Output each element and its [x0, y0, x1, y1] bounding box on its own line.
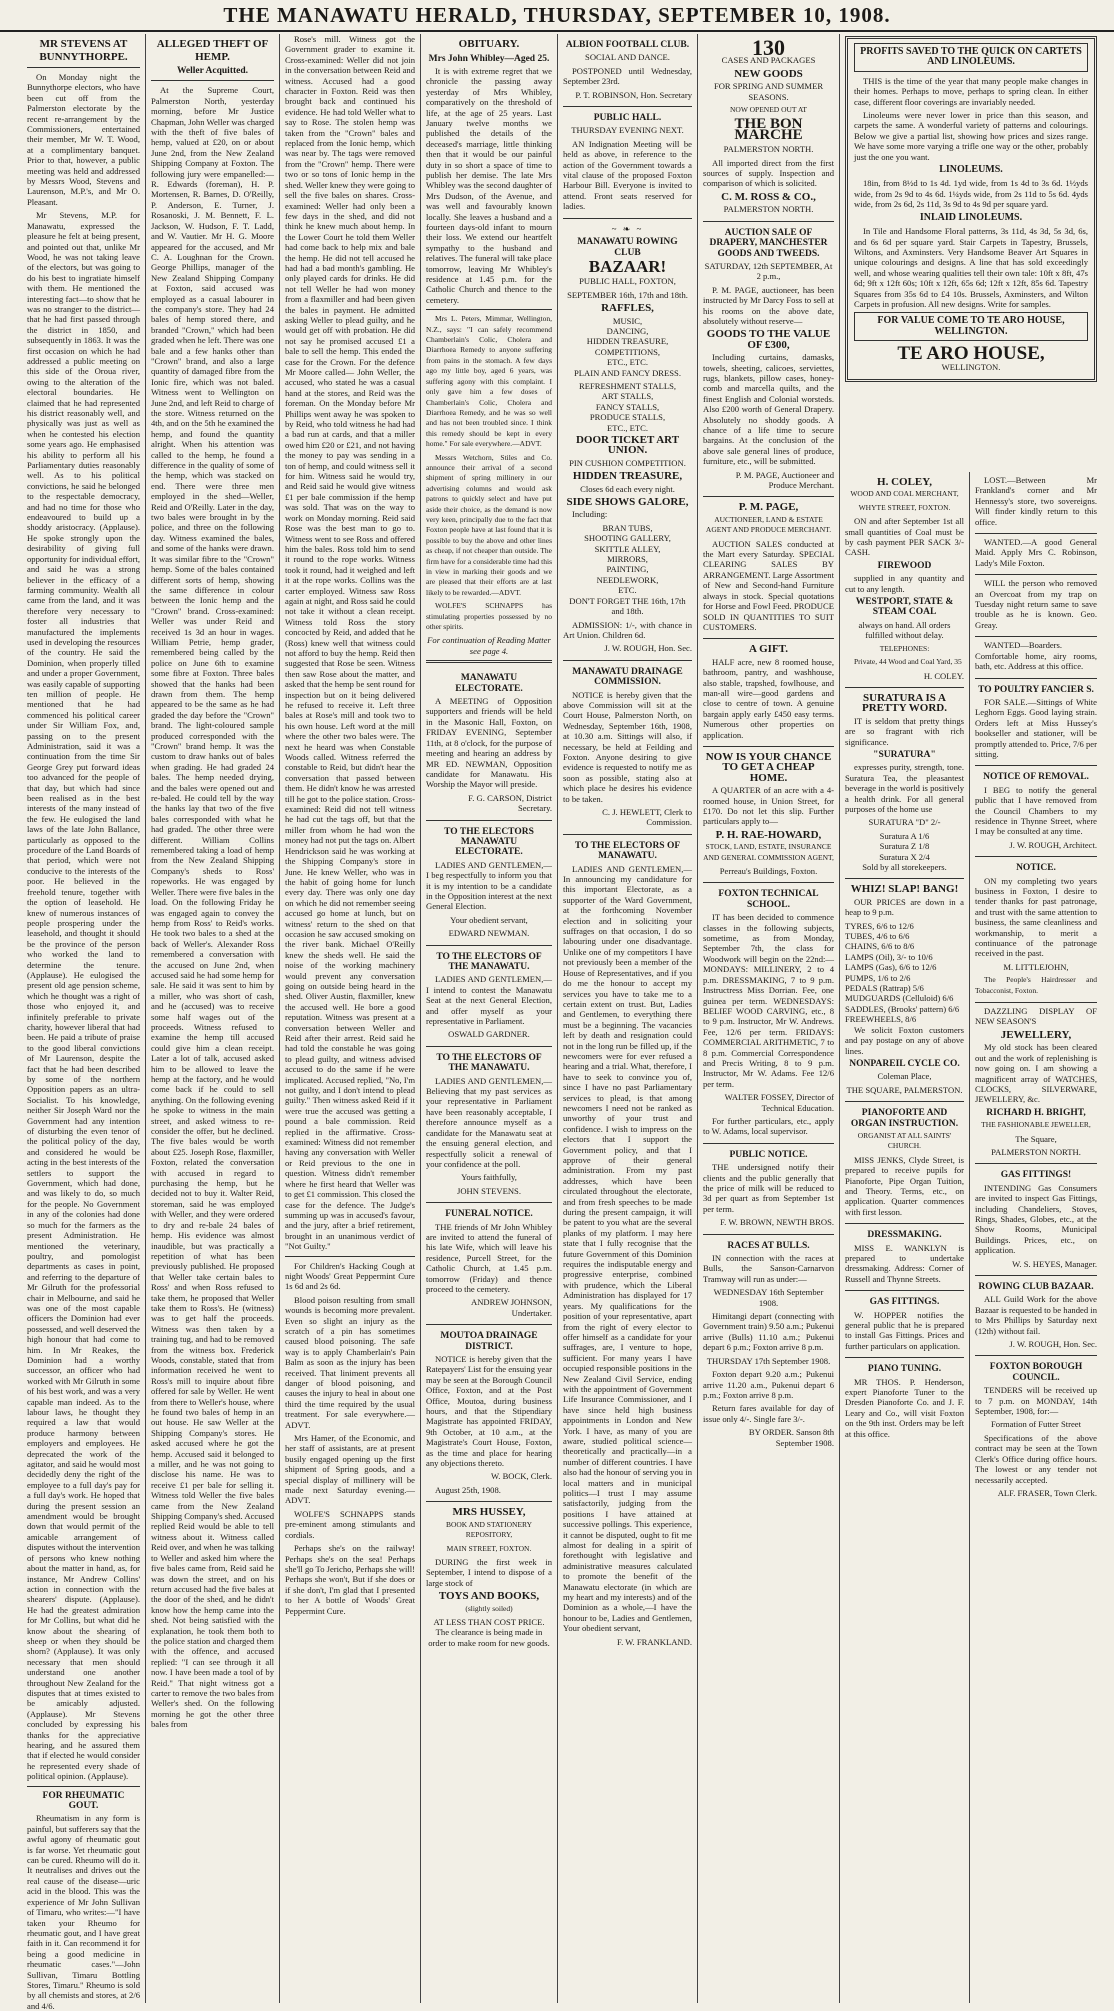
- article-heading-hemp: ALLEGED THEFT OF HEMP.: [156, 38, 269, 63]
- ad-date: August 25th, 1908.: [435, 1484, 501, 1495]
- ad-heading: PUBLIC NOTICE.: [729, 1149, 808, 1160]
- ad-body: always on hand. All orders fulfilled without delay.: [858, 619, 951, 641]
- ad-body: NOTICE is hereby given that the above Commission will sit at the Court House, Palmerston North, on Wednesday, September 16th, 1908, at 10.30 a.m. Sittings will also, if necessary, be held at Feilding and Foxton. Anyone desiring to give evidence is requested to notify me as soon as possible, stating also at which place he desires his evidence to be taken.: [563, 689, 692, 804]
- list-item: ETC., ETC.: [606, 422, 649, 433]
- column-5: [558, 34, 698, 2003]
- ad-address: WHYTE STREET, FOXTON.: [858, 502, 951, 512]
- ad-line: TELEPHONES:: [879, 643, 930, 653]
- ad-heading: NOTICE OF REMOVAL.: [983, 772, 1089, 783]
- ad-heading: RACES AT BULLS.: [727, 1240, 810, 1251]
- ad-notice-littlejohn: [975, 857, 1097, 1003]
- ad-signature: F. W. FRANKLAND.: [617, 1636, 692, 1647]
- ad-wanted-boarders: [975, 637, 1097, 678]
- ad-heading: SURATURA IS A PRETTY WORD.: [862, 691, 947, 715]
- ad-heading: A GIFT.: [749, 643, 788, 656]
- list-item: HIDDEN TREASURE,: [586, 336, 669, 347]
- ad-line: Including:: [572, 509, 608, 520]
- ad-text: Blood poison resulting from small wounds is becoming more prevalent. Even so slight an injury as the scratch of a pin has sometimes caused blood poisoning. The safe way is to apply Chamberlain's Pain Balm as soon as the injury has been received. That liniment prevents all danger of blood poisoning, and causes the injury to heal in about one third the time required by the usual treatment. For sale everywhere.—ADVT.: [285, 1294, 415, 1430]
- list-item: MUSIC,: [612, 315, 643, 326]
- ad-body: Specifications of the above contract may be seen at the Town Clerk's Office during office hours. The lowest or any tender not necessarily accepted.: [975, 1432, 1097, 1485]
- ad-heading: SIDE SHOWS GALORE,: [566, 496, 689, 509]
- ad-body: OUR PRICES are down in a heap to 9 p.m.: [845, 896, 964, 918]
- ad-heading: GAS FITTINGS.: [869, 1297, 940, 1308]
- ad-body: P. M. PAGE, auctioneer, has been instructed by Mr Darcy Foss to sell at his rooms on the above date, absolutely without reserve—: [703, 284, 834, 326]
- ad-signature: Your obedient servant,: [450, 914, 528, 925]
- list-item: PRODUCE STALLS,: [589, 412, 666, 423]
- ad-headline: "SURATURA": [873, 749, 936, 760]
- ad-heading: GAS FITTINGS!: [1000, 1170, 1072, 1181]
- ad-heading: MANAWATU DRAINAGE COMMISSION.: [572, 666, 683, 688]
- ad-signature: F. W. BROWN, NEWTH BROS.: [720, 1217, 834, 1228]
- ad-signature: W. BOCK, Clerk.: [490, 1471, 552, 1482]
- ad-signature: C. J. HEWLETT, Clerk to Commission.: [602, 807, 692, 828]
- ad-heading: PIANO TUNING.: [867, 1364, 942, 1375]
- ad-body: TENDERS will be received up to 7 p.m. on MONDAY, 14th September, 1908, for:—: [975, 1385, 1097, 1417]
- ad-cheap-home: [703, 747, 834, 883]
- list-item: SKITTLE ALLEY,: [594, 543, 661, 554]
- ad-body: Foxton depart 9.20 a.m.; Pukenui arrive 11.20 a.m., Pukenui depart 6 p.m.; Foxton arrive 8 p.m.: [703, 1369, 834, 1400]
- ad-body: IN connection with the races at Bulls, the Sanson-Carnarvon Tramway will run as under:—: [703, 1253, 834, 1284]
- ad-body: LADIES AND GENTLEMEN,—In announcing my candidature for this important Electorate, as a supporter of the Ward Government, at the forthcoming November election and in soliciting your suffrages on that occasion, I do so labouring under one disadvantage. Unlike one of my competitors I have not previously been a member of the House of Representatives, and if you do me the honour to accept my services you have to take me to a certain extent on trust. But, Ladies and Gentlemen, to everything there must be a beginning. The vacancies left by death and resignation could not in the long run be filled up, if the newcomers were for ever refused a hearing and a trial. What, therefore, I have to seek to convince you of, since I have no past Parliamentary services to plead, is that among newcomers I need not be ranked as unworthy of your trust and confidence. I wish to impress on the electors that I support the Government policy, and that I approve of their general administration. From my past addresses, which have been circulated throughout the electorate, and from fresh speeches to be made during the present campaign, it will be patent to you what are the several planks of my platform. I may here state that I fully recognise that the future Government of this Dominion requires the indisputable energy and progressive enterprise, combined with prudence, which the Liberal Administration has displayed for 17 years. My qualifications for the position of your representative, apart from the right of every elector to offer himself as a candidate for your suffrages, are, I venture to hope, sufficient. For many years I have occupied responsible positions in the New Zealand Civil Service, ending with the appointment of Government Life Insurance Commissioner, and I have since held high business appointments in London and New York. I have, as many of you are aware, studied political science—theoretically and practically—in a number of different countries. I have also had the honour of serving you in local matters and in municipal politics—I trust I may assume satisfactorily, judging from the positions I have attained at successive pollings. This experience, it cannot be disputed, ought to fit me almost for dealing in a spirit of forethought with legislative and administrative measures calculated to promote the benefit of the Manawatu electorate (in which are my heart and my interests) and of the Dominion as a whole,—I have the honour to be, Ladies and Gentlemen, Your obedient servant,: [563, 863, 692, 1634]
- ornament-icon: ~ ❧ ~: [611, 223, 644, 234]
- ad-heading: JEWELLERY,: [1000, 1028, 1072, 1041]
- ad-text: WOLFE'S SCHNAPPS has stimulating properties possessed by no other spirits.: [426, 601, 552, 632]
- ad-line: Private, 44 Wood and Coal Yard, 35: [854, 657, 962, 667]
- ad-gas-hopper: [845, 1291, 964, 1358]
- ad-line: FOR SPRING AND SUMMER SEASONS.: [713, 81, 824, 102]
- obituary-subheading: Mrs John Whibley—Aged 25.: [428, 53, 550, 64]
- ad-heading: C. M. ROSS & CO.,: [721, 190, 816, 203]
- list-item: LAMPS (Oil), 3/- to 10/6: [845, 951, 933, 962]
- ad-hussey: [426, 1502, 552, 1654]
- ad-line: SURATURA "D" 2/-: [868, 817, 941, 828]
- ad-body: All imported direct from the first sources of supply. Inspection and comparison of which is solicited.: [703, 157, 834, 189]
- ad-heading: P. M. PAGE,: [738, 501, 799, 514]
- ad-body: FOR SALE.—Sittings of White Leghorn Eggs. Good laying strain. Orders left at Miss Hussey's bookseller and stationer, will be promptly attended to. Price, 7/6 per sitting.: [975, 696, 1097, 759]
- ad-heading: WHIZ! SLAP! BANG!: [850, 883, 959, 896]
- ad-subheading: ORGANIST AT ALL SAINTS' CHURCH.: [857, 1130, 952, 1151]
- ad-page: [703, 497, 834, 639]
- ad-newman: [426, 821, 552, 946]
- ad-text: For Children's Hacking Cough at night Woods' Great Peppermint Cure 1s 6d and 2s 6d.: [285, 1260, 415, 1292]
- ad-signature: H. COLEY.: [923, 670, 964, 681]
- ad-heading: TO THE ELECTORS OF THE MANAWATU.: [436, 951, 542, 972]
- ad-line: NOW OPENED OUT AT: [729, 105, 807, 115]
- ad-headline: TE ARO HOUSE,: [897, 343, 1045, 365]
- obituary-text: It is with extreme regret that we chronicle the passing away yesterday of Mrs Whibley, comparatively on the threshold of life, at the age of 25 years. Last January twelve months we published the details of the deceased's marriage, little thinking then that it would be our painful duty in so short a space of time to publish her demise. The late Mrs Whibley was the second daughter of Mrs Dudson, of the Avenue, and was well and favourably known locally. She leaves a husband and a fourteen days-old infant to mourn their loss. We extend our heartfelt sympathy to the husband and relatives. The funeral will take place tomorrow, leaving Mr Whibley's residence at 1.45 p.m. for the Catholic Church and thence to the cemetery.: [426, 65, 552, 305]
- ad-body: LADIES AND GENTLEMEN,—I intend to contest the Manawatu Seat at the next General Election, and offer myself as your representative in Parliament.: [426, 974, 552, 1027]
- list-item: PAINTING,: [606, 564, 649, 575]
- ad-signature: P. T. ROBINSON, Hon. Secretary: [575, 89, 692, 100]
- ad-gardner: [426, 946, 552, 1047]
- list-item: TUBES, 4/6 to 6/6: [845, 931, 910, 942]
- ad-heading: MRS HUSSEY,: [452, 1506, 526, 1519]
- ad-heading: NEW GOODS: [734, 67, 803, 80]
- list-item: CHAINS, 6/6 to 8/6: [845, 941, 915, 952]
- list-item: ETC., ETC.: [606, 357, 649, 368]
- article-heading-stevens: MR STEVENS AT BUNNYTHORPE.: [39, 38, 128, 63]
- article-subheading-hemp: Weller Acquitted.: [176, 66, 249, 76]
- ad-address: Coleman Place,: [877, 1071, 932, 1082]
- ad-funeral: [426, 1203, 552, 1325]
- ad-body: Himitangi depart (connecting with Government train) 9.50 a.m.; Pukenui arrive (Bulls) 11.10 a.m.; Pukenui depart 6 p.m.; Foxton arrive 8 p.m.: [703, 1311, 834, 1353]
- ad-signature: ANDREW JOHNSON, Undertaker.: [470, 1297, 552, 1318]
- ad-overcoat: [975, 575, 1097, 637]
- ad-body: I BEG to notify the general public that I have removed from the Council Chambers to my residence in Thynne Street, where I may be consulted at any time.: [975, 784, 1097, 837]
- ad-albion: [563, 34, 692, 107]
- ad-body: Return fares available for day of issue only 4/-. Single fare 3/-.: [703, 1403, 834, 1424]
- ad-races: [703, 1235, 834, 1454]
- ad-signature: WALTER FOSSEY, Director of Technical Education.: [724, 1092, 834, 1113]
- ad-line: WELLINGTON.: [941, 361, 1001, 372]
- ad-signature: EDWARD NEWMAN.: [448, 928, 530, 939]
- ad-signature: W. S. HEYES, Manager.: [1012, 1258, 1097, 1269]
- ad-dressmaking: [845, 1224, 964, 1291]
- ad-signature: J. W. ROUGH, Architect.: [1009, 839, 1097, 850]
- ad-body: In Tile and Handsome Floral patterns, 3s 11d, 4s 3d, 5s 3d, 6s, and 6s 6d per square yard. Stair Carpets in Tapestry, Brussels, Wiltons, and Axminsters. Very Handsome Beaver Art Squares in unique colourings and designs. A line that has sold exceedingly well, and whose wearing qualities tell their own tale: 10ft x 8ft, 47s 6d; 9ft x 12ft 60s; 10ft x 12ft, 65s 6d; 12ft x 12ft, 85s 6d. Tapestry Squares from 35s 6d to £4 10s. Brussels, Axminsters, and Wilton Carpets in profusion. All new designs. Write for samples.: [854, 226, 1088, 309]
- ad-body: AUCTION SALES conducted at the Mart every Saturday. SPECIAL CLEARING SALES BY ARRANGEMENT. Large Assortment of New and Second-hand Furniture always in stock. Special quotations for Horse and Fowl Feed. PRODUCE SOLD IN QUANTITIES TO SUIT CUSTOMERS.: [703, 538, 834, 632]
- ad-body: Linoleums were never lower in price than this season, and carpets the same. A wonderful variety of patterns and colourings. Below we give a partial list, showing how prices and sizes range. We have some more varying a trifle one way or the other, probably just the one you want.: [854, 110, 1088, 162]
- ad-body: MISS E. WANKLYN is prepared to undertake dressmaking. Address: Corner of Russell and Thynne Streets.: [845, 1242, 964, 1284]
- column-6: [698, 34, 840, 2003]
- ad-note: (slightly soiled): [465, 1603, 513, 1613]
- ad-stevens: [426, 1047, 552, 1203]
- ad-signature: ALF. FRASER, Town Clerk.: [997, 1487, 1097, 1498]
- ad-body: ON my completing two years business in Foxton, I desire to tender thanks for past patronage, and trust with the same attention to business, the same cleanliness and workmanship, to merit a continuance of the patronage received in the past.: [975, 875, 1097, 959]
- ad-line: Sold by all storekeepers.: [862, 862, 947, 872]
- ad-wanted-maid: [975, 534, 1097, 575]
- ad-heading: DOOR TICKET ART UNION.: [575, 434, 680, 457]
- ad-heading: FOR VALUE COME TO TE ARO HOUSE, WELLINGTON.: [854, 312, 1088, 341]
- ad-heading: FOXTON BOROUGH COUNCIL.: [989, 1362, 1083, 1383]
- ad-signature: OSWALD GARDNER.: [448, 1029, 530, 1040]
- ad-text: Perhaps she's on the railway! Perhaps she's on the sea! Perhaps she'll go To Jericho, Perhaps she will! Perhaps she won't, But if she does or if she don't, I'm glad that I presented to her A bottle of Woods' Great Peppermint Cure.: [285, 1543, 415, 1616]
- ad-heading: FUNERAL NOTICE.: [445, 1209, 533, 1220]
- ad-heading: DRESSMAKING.: [867, 1230, 942, 1241]
- ad-drainage: [563, 661, 692, 835]
- ad-signature: Yours faithfully,: [461, 1172, 517, 1183]
- ad-line: PIN CUSHION COMPETITION.: [569, 457, 686, 468]
- ad-heading: NOW IS YOUR CHANCE TO GET A CHEAP HOME.: [705, 750, 832, 784]
- ad-body: MR THOS. P. Henderson, expert Pianoforte Tuner to the Dresden Pianoforte Co. and J. F. Leary and Co., will visit Foxton on the 9th inst. Orders may be left at this office.: [845, 1376, 964, 1439]
- ad-date: THURSDAY 17th September 1908.: [706, 1355, 831, 1366]
- ad-number: 130: [752, 35, 785, 60]
- ad-address: THE SQUARE, PALMERSTON.: [846, 1084, 963, 1095]
- column-1: [22, 34, 146, 2011]
- ad-gas-fittings: [975, 1164, 1097, 1276]
- ad-headline: BAZAAR!: [588, 256, 667, 276]
- ad-date: SATURDAY, 12th SEPTEMBER, At 2 p.m.,: [704, 260, 833, 282]
- ad-suratura: [845, 688, 964, 880]
- ad-heading: MOUTOA DRAINAGE DISTRICT.: [440, 1331, 538, 1352]
- ad-removal: [975, 766, 1097, 857]
- column-2: [146, 34, 280, 2003]
- ad-subheading: STOCK, LAND, ESTATE, INSURANCE AND GENERAL COMMISSION AGENT,: [703, 842, 834, 862]
- ad-body: THE undersigned notify their clients and the public generally that the price of milk will be reduced to 3d per quart as from September 1st per term.: [703, 1162, 834, 1214]
- column-8: [970, 472, 1102, 2003]
- ad-body: AN Indignation Meeting will be held as above, in reference to the action of the Government towards a vital clause of the proposed Foxton Harbour Bill. Everyone is invited to attend. Front seats reserved for ladies.: [563, 138, 692, 212]
- ad-body: IT has been decided to commence classes in the following subjects, sometime, as from Monday, September 7th, the class for Woodwork will begin on the 22nd:— MONDAYS: MILLINERY, 2 to 4 p.m. DRESSMAKING, 7 to 9 p.m. Instructress Miss Dorrian. Fee, one guinea per term. WEDNESDAYS: BELIEF WOOD CARVING, etc., 8 to 9 p.m. Instructor, Mr W. Andrews. Fee, 12/6 per term. FRIDAYS: COMMERCIAL ARITHMETIC, 7 to 8 p.m. Commercial Correspondence and Precis Writing, 8 to 9 p.m. Instructor, Mr W. Adams. Fee 12/6 per term.: [703, 912, 834, 1089]
- ad-heading: PUBLIC HALL.: [593, 113, 662, 124]
- ad-body: We solicit Foxton customers and pay postage on any of above lines.: [845, 1024, 964, 1056]
- ad-poultry: [975, 679, 1097, 767]
- ad-date: WEDNESDAY 16th September 1908.: [713, 1287, 824, 1308]
- ad-subheading: THURSDAY EVENING NEXT.: [571, 125, 684, 136]
- ad-signature: J. W. ROUGH, Hon. Sec.: [1009, 1339, 1097, 1350]
- ad-heading: MANAWATU ELECTORATE.: [455, 673, 523, 694]
- ad-heading: PIANOFORTE AND ORGAN INSTRUCTION.: [850, 1108, 959, 1129]
- ad-heading: FIREWOOD: [877, 560, 932, 571]
- ad-technical-school: [703, 883, 834, 1143]
- ad-subheading: AUCTIONEER, LAND & ESTATE AGENT AND PRODUCE MERCHANT.: [705, 514, 832, 535]
- ad-headline: THE BON MARCHE: [734, 116, 803, 143]
- ad-subheading: DAZZLING DISPLAY OF NEW SEASON'S: [975, 1006, 1097, 1027]
- ad-subheading: THE FASHIONABLE JEWELLER,: [981, 1120, 1091, 1130]
- ad-body: LADIES AND GENTLEMEN,—I beg respectfully to inform you that it is my intention to be a candidate in the Opposition interest at the next General Election.: [426, 859, 552, 912]
- ad-heading: GOODS TO THE VALUE OF £300,: [706, 328, 831, 351]
- ad-heading: TO POULTRY FANCIER S.: [978, 684, 1094, 695]
- list-item: MUDGUARDS (Celluloid) 6/6: [845, 993, 954, 1004]
- ad-body: HALF acre, new 8 roomed house, bathroom, pantry, and washhouse, also stable, trapshed, fowlhouse, and man-all wire—good gardens and close to centre of town. A genuine bargain apply early £450 easy terms. Numerous other properties on application.: [703, 656, 834, 740]
- ad-body: A QUARTER of an acre with a 4-roomed house, in Union Street, for £170. Do not let this slip. Further particulars apply to—: [703, 785, 834, 827]
- article-paragraph: At the Supreme Court, Palmerston North, yesterday morning, before Mr Justice Chapman, John Weller was charged with the theft of five bales of hemp, valued at £20, on or about June 2nd, from the New Zealand Shipping Company at Foxton. The following jury were empanelled:—R. Edwards (foreman), H. P. Mortensen, R. Barnes, D. O'Reilly, P. Anderson, E. Turner, J. Rosanoski, J. M. Bennett, F. L. Jackson, W. Hudson, F. T. Ladd, and W. Vautier. Mr H. G. Moore appeared for the accused, and Mr C. A. Loughnan for the Crown. George Phillips, manager of the New Zealand Shipping Company at Foxton, said accused was employed as a casual labourer in the company's store. They had 24 bales of hemp stored there, and branded "Crown," which had been graded when he left. There was one bale and a few hanks other than "Crown" brand, and also a large quantity of damaged fibre from the Ionic fire, which was not baled. Witness went to Wellington on June 2nd, and left Reid to charge of the store. Witness returned on the 4th, and on the 5th he examined the hemp, and found the quantity alright. When his attention was called to the hemp, he found a difference in the quality of some of the hemp, which was stacked on end. There were three men employed in the shed—Weller, Reid and O'Reilly. Later in the day, two bales were brought in by the police, and three on the following day. Witness examined the bales, and some of the hanks were drawn. It was similar fibre to the "Crown" hemp. Some of the bales contained different sorts of hemp, showing the same difference in colour between the Ionic hemp and the "Crown" brand. Cross-examined: Weller was under Reid and received 1s 3d an hour in wages. William Petrie, hemp grader, remembered being called by the police on June 6th to examine some fibre at Foxton. Three bales showed that the hanks had been drawn from them. The hemp appeared to be the same as he had graded the day before the "Crown" brand. The light-coloured sample produced corresponded with the "Crown" brand hemp. It was the custom to draw hanks out of bales when grading. He had graded 24 bales. The hemp needed drying, and the bales were opened out and re-baled. He could tell by the way the hanks lay that two of the five bales corresponded with what he had graded. The other three were different. William Collins remembered taking a load of hemp from the New Zealand Shipping Company's sheds to Ross' ropeworks. He was engaged by Weller. There were five bales in the load. On the following Friday he was engaged again to convey the hemp from Ross' to Reid's works. He took two bales to a shed at the back of Weller's. Alexander Ross remembered a conversation with the accused on June 2nd, when accused said he had some hemp for sale. He said it was sent to him by a miller, who was short of cash, and he (accused) was to receive some half wages out of the proceeds. Witness refused to examine the hemp till accused could give him a clean receipt. Later a lot of talk, accused asked him to be allowed to leave the hemp at the factory, and he would come back if he could to sell anything. On the following evening he spoke to witness in the main street, and asked witness to re-consider the offer, but he declined. The five bales would be worth about £25. Joseph Rose, flaxmiller, Foxton, related the conversation with accused in regard to purchasing the hemp, but he decided not to buy it. Walter Reid, storeman, said he was employed with Weller, and they were ordered to dry and re-bale 24 bales of hemp. His evidence was almost inaudible, but was practically a repetition of what has been previously published. He proposed that Weller take certain bales to Ross' and when Ross refused to take them, he proposed that Weller take them to Ross's. He (witness) was to get half the proceeds. Witness was then taken by a training tug, and had to be removed from the witness box. Frederick Woods, constable, stated that from information received he went to Ross's mill to inquire about fibre offered for sale by Weller. He went from there to Weller's house, where he found two bales of hemp in an out house. He saw Weller at the Shipping Company's stores. He asked accused where he got the hemp. Accused said it belonged to a miller, and he was not going to disclose his name. He was to receive £1 per bale for selling it. Witness told Weller the five bales came from the New Zealand Shipping Company's shed. Accused replied Reid would be able to tell witness about it. Witness called Reid over, and when he was talking to Weller and asked him where the five bales came from, Reid said he was down the street, and on his return accused had the five bales at the door of the shed, and he didn't know how the hemp came into the shed. Not being satisfied with the explanation, he took them both to the police station and charged them with the offence, and accused replied: "I can see through it all now. I have been made a tool of by Reid." That night witness got a carter to remove the two bales from Weller's shed. On the following morning he got the other three bales from: [151, 85, 274, 1730]
- ad-coley: [845, 472, 964, 688]
- ad-heading-rheumatic: FOR RHEUMATIC GOUT.: [42, 1790, 125, 1812]
- ad-gift: [703, 639, 834, 747]
- ad-public-notice: [703, 1144, 834, 1235]
- list-item: REFRESHMENT STALLS,: [578, 380, 677, 391]
- ad-body: WANTED—Boarders. Comfortable home, airy rooms, bath, etc. Address at this office.: [975, 640, 1097, 672]
- ad-heading: TO THE ELECTORS MANAWATU ELECTORATE.: [444, 826, 534, 858]
- ad-dates: SEPTEMBER 16th, 17th and 18th.: [567, 289, 688, 300]
- ad-jewellery: [975, 1003, 1097, 1164]
- list-item: PEDALS (Rattrap) 5/6: [845, 983, 924, 994]
- ad-heading: ALBION FOOTBALL CLUB.: [565, 40, 690, 50]
- ad-text-rheumatic: Rheumatism in any form is painful, but sufferers say that the awful agony of rheumatic gout is far worse. Yet rheumatic gout can be cured. Rheumo will do it. It neutralises and drives out the real cause of the disease—uric acid in the blood. This was the experience of Mr John Sullivan of Timaru, who writes:—"I have taken your Rheumo for rheumatic gout, and I have great faith in it. Can recommend it for being a good medicine in rheumatic cases."—John Sullivan, Timaru Bottling Stores, Timaru." Rheumo is sold by all chemists and stores, at 2/6 and 4/6.: [27, 1813, 140, 2011]
- ad-address: The Square,: [1015, 1133, 1057, 1144]
- list-item: DANCING,: [606, 325, 649, 336]
- ad-electorate-meeting: [426, 667, 552, 820]
- ad-heading: H. COLEY,: [877, 476, 932, 488]
- ad-public-hall: [563, 107, 692, 219]
- ad-line: PALMERSTON NORTH.: [723, 144, 814, 155]
- ad-subheading: PUBLIC HALL, FOXTON,: [579, 276, 676, 287]
- ad-heading: RICHARD H. BRIGHT,: [986, 1107, 1086, 1118]
- list-item: BRAN TUBS,: [602, 522, 653, 533]
- ad-heading: TO THE ELECTORS OF THE MANAWATU.: [436, 1052, 542, 1074]
- ad-heading: NONPAREIL CYCLE CO.: [849, 1058, 960, 1069]
- ad-line: ADMISSION: 1/-, with chance in Art Union. Children 6d.: [563, 619, 692, 640]
- ad-body: THE friends of Mr John Whibley are invited to attend the funeral of his late Wife, which will leave his residence, Purcell Street, for the Catholic Church, at 1.45 p.m. tomorrow (Friday) and thence proceed to the cemetery.: [426, 1221, 552, 1294]
- newspaper-title: THE MANAWATU HERALD, THURSDAY, SEPTEMBER 10, 1908.: [223, 2, 891, 27]
- ad-note: For further particulars, etc., apply to W. Adams, local supervisor.: [703, 1115, 834, 1137]
- ad-lost: [975, 472, 1097, 534]
- ad-subheading: INLAID LINOLEUMS.: [919, 211, 1023, 223]
- list-item: SADDLES, (Brooks' pattern) 6/6: [845, 1003, 960, 1014]
- list-item: MIRRORS,: [607, 554, 648, 565]
- ad-body: INTENDING Gas Consumers are invited to inspect Gas Fittings, including Chandeliers, Stoves, Rings, Shades, Globes, etc., at the Show Rooms, Municipal Buildings. Prices, etc., on application.: [975, 1182, 1097, 1256]
- list-item: SHOOTING GALLERY,: [584, 533, 671, 544]
- ad-body: IT is seldom that pretty things are so fragrant with rich significance.: [845, 715, 964, 747]
- ad-line: Closes 6d each every night.: [580, 483, 675, 494]
- ad-heading: NOTICE.: [1016, 863, 1056, 874]
- ad-heading: MANAWATU ROWING CLUB: [577, 237, 678, 258]
- ad-bon-marche: [703, 34, 834, 222]
- ad-moutoa: [426, 1325, 552, 1502]
- ad-heading: TOYS AND BOOKS,: [438, 1590, 540, 1603]
- ad-body: POSTPONED until Wednesday, September 23rd.: [563, 65, 692, 87]
- ad-piano: [845, 1102, 964, 1224]
- ad-heading: PROFITS SAVED TO THE QUICK ON CARTETS AND LINOLEUMS.: [854, 43, 1088, 72]
- ad-body: WILL the person who removed an Overcoat from my trap on Tuesday night return same to save trouble as he is known. Geo. Greay.: [975, 578, 1097, 630]
- ad-body: LADIES AND GENTLEMEN,— Believing that my past services as your representative in Parliament have been reasonably acceptable, I therefore announce myself as a candidate for the Manawatu seat at the ensuing general election, and respectfully solicit a renewal of your confidence at the poll.: [426, 1075, 552, 1169]
- ad-frankland: [563, 835, 692, 1653]
- ad-heading: FOXTON TECHNICAL SCHOOL.: [718, 889, 819, 910]
- list-item: FREEWHEELS, 8/6: [845, 1014, 917, 1025]
- obituary-heading: OBITUARY.: [458, 38, 520, 50]
- ad-cycle: [845, 879, 964, 1102]
- ad-address: MAIN STREET, FOXTON.: [446, 1543, 532, 1553]
- ad-address: PALMERSTON NORTH.: [723, 204, 814, 215]
- ad-subheading: WOOD AND COAL MERCHANT,: [850, 489, 959, 499]
- ad-body: A MEETING of Opposition supporters and friends will be held in the Masonic Hall, Foxton, on FRIDAY EVENING, September 11th, at 8 o'clock, for the purpose of meeting and hearing an address by MR ED. NEWMAN, Opposition candidate for Manawatu. His Worship the Mayor will preside.: [426, 696, 552, 790]
- ad-signature: J. W. ROUGH, Hon. Sec.: [604, 643, 692, 654]
- ad-signature: P. M. PAGE, Auctioneer and Produce Merchant.: [735, 469, 834, 491]
- column-3: [280, 34, 421, 2003]
- ad-rowing-guild: [975, 1276, 1097, 1356]
- ad-body: 18in, from 8½d to 1s 4d. 1yd wide, from 1s 4d to 3s 6d. 1½yds wide, from 2s 9d to 4s 6d. 1¼yds wide, from 2s 11d to 5s 6d. 4yds wide, from 2s 6d, 2s 11d, 3s 9d to 4s 9d per square yard.: [854, 178, 1088, 210]
- ad-body: LOST.—Between Mr Frankland's corner and Mr Hennessy's store, two sovereigns. Will finder kindly return to this office.: [975, 475, 1097, 527]
- ad-heading: WESTPORT, STATE & STEAM COAL: [855, 597, 954, 618]
- ad-body: AT LESS THAN COST PRICE. The clearance is being made in order to make room for new goods.: [428, 1616, 550, 1648]
- ad-body: ON and after September 1st all small quantities of Coal must be by cash payment PER SACK 3/- CASH.: [845, 516, 964, 558]
- list-item: Suratura Z 1/8: [879, 841, 930, 852]
- ad-body: supplied in any quantity and cut to any length.: [845, 573, 964, 594]
- ad-text: Mrs L. Peters, Mimmar, Wellington, N.Z., says: "I can safely recommend Chamberlain's Colic, Cholera and Diarrhoea Remedy to anyone suffering from pains in the stomach. A few days ago my little boy, aged 6 years, was suffering agony with this complaint. I only gave him a few doses of Chamberlain's Colic, Cholera and Diarrhoea Remedy, and he was so well and has not been troubled since. I think this remedy should be kept in every home." For sale everywhere.—ADVT.: [426, 314, 552, 449]
- ad-text: WOLFE'S SCHNAPPS stands pre-eminent among stimulants and cordials.: [285, 1508, 415, 1540]
- list-item: ETC.: [618, 585, 637, 596]
- ad-signature: M. LITTLEJOHN,: [1003, 961, 1069, 972]
- article-paragraph: Mr Stevens, M.P. for Manawatu, expressed the pleasure he felt at being present, and pointed out that, unlike Mr Wood, he was not taking leave of the electors, but was going to do his best to ingratiate himself with them. He mentioned the interesting fact—to show that he was no stranger to the district—that he had first passed through the district in 1850, and subsequently in 1863. It was the first occasion on which he had addressed a public meeting on this side of the Oroua river, owing to the alteration of the electoral boundaries. He claimed that he had represented his district reasonably well, and physically was just as well as when he contested his election some years ago. He emphasised his ability to perform all his Parliamentary duties reasonably well. As to his political convictions, he said he belonged to the respectable democracy, and had no time for those who endeavoured to build up a shoddy aristocracy. (Applause). He spoke strongly upon the desirability of giving full opportunity for individual effort, and said he was a strong believer in the efficacy of a farming community. Wealth all came from the land, and it was therefore very necessary to foster all industries that manufactured the implements used in developing the resources of the country. He said the Dominion, when properly tilled and under a proper Government, was easily capable of supporting ten million of people. He mentioned that he had commenced his political career under Sir William Fox, and, passing on to the present Administration, said it was a continuation from the time Sir George Grey put forward ideas too advanced for the people of that day, but which had since been realised as in the best interests of the many instead of the few. He eulogised the land laws of the late John Ballance, particularly as opposed to the procedure of the Land Boards of that period, which were not conducive to the interests of the poor. He believed in the freehold tenure, together with the option of leasehold. He knew of numerous instances of people prospering under the leasehold, and thought it should be the province of the person who worked the land to determine the tenure. (Applause). He eulogised the present old age pension scheme, which he thought was a right of those who enjoyed it, and infinitely preferable to private charity, however liberal that had been. He paid a tribute of praise to the good liberal convictions of Mr Laurenson, despite the fact that he had been described by some of the northern Opposition papers as an ultra-Socialist. To his knowledge, neither Sir Joseph Ward nor the Government had any intention of disturbing the even tenor of the political policy of the day, and considered he would be acting in the best interests of the settlers to support the Government, which had done, and was likely to do, so much for the people. No Government in any of the colonies had done so much for the farmers as the present Administration. He mentioned the veterinary, poultry, and pomologist departments as cases in point, and referring to the departure of Mr Gilruth for the professorial chair in Melbourne, and said he was one of the most capable officers the Dominion had ever possessed, and well deserved the high honour that had come to him. In Mr Reakes, the Dominion had a worthy successor, an officer who had worked with Mr Gilruth in some of his best work, and was a very capable man indeed. As to the labour laws, he thought they required a law that would produce harmony between employers and employees. He deprecated the work of the agitator, and said he would most decidedly deny the right of the employee to a full day's pay for a full day's work. He hoped that during the present session an amendment would be brought down that would permit of the amicable arrangement of disputes without the intervention of persons who knew nothing about the matter in hand, as, for instance, Mr Andrew Collins' action in connection with the shearers' dispute. (Applause). He had the greatest admiration for Mr Collins, but what did he know about the shearing of sheep or when they should be shorn? (Applause). It was only necessary that men should understand one another throughout New Zealand for the disputes that at times existed to be amicably adjusted. (Applause). Mr Stevens concluded by expressing his thanks for the appreciative hearing, and he assured them that if elected he would consider he represented every shade of political opinion. (Applause).: [27, 210, 140, 1782]
- ad-body: NOTICE is hereby given that the Ratepayers' List for the ensuing year may be seen at the Borough Council Office, Foxton, and at the Post Office, Moutoa, during business hours, and that the Stipendiary Magistrate has appointed FRIDAY, 9th October, at 10 a.m., at the Magistrate's Court House, Foxton, as the time and place for hearing any objections thereto.: [426, 1354, 552, 1469]
- list-item: COMPETITIONS,: [594, 346, 661, 357]
- masthead: [0, 0, 1114, 32]
- ad-body: WANTED.—A good General Maid. Apply Mrs C. Robinson, Lady's Mile Foxton.: [975, 537, 1097, 568]
- column-4: [421, 34, 558, 2003]
- ad-auction: [703, 222, 834, 498]
- ad-address: Perreau's Buildings, Foxton.: [719, 866, 818, 877]
- ad-text: Messrs Wetchorn, Stiles and Co. announce their arrival of a second shipment of spring millinery in our advertising columns and would ask patrons to quickly select and have put aside their choice, as the demand is now very keen, principally due to the fact that Foxton people have at last found that it is possible to buy the above and other lines as cheap, if not cheaper than outside. The firm have for a considerable time had this in view in marking their goods and we are pleased that their efforts are at last likely to be rewarded.—ADVT.: [426, 452, 552, 597]
- ad-te-aro-box: [845, 36, 1097, 382]
- ad-piano-tuning: [845, 1358, 964, 1445]
- list-item: PUMPS, 1/6 to 2/6: [845, 972, 911, 983]
- ad-body: My old stock has been cleared out and the work of replenishing is now going on. I am showing a magnificent array of WATCHES, CLOCKS, SILVERWARE, JEWELLERY, &c.: [975, 1042, 1097, 1105]
- column-7-lower: [840, 472, 970, 2003]
- article-paragraph: On Monday night the Bunnythorpe electors, who have been cut off from the Palmerston electorate by the recent re-arrangement by the Commissioners, entertained their member, Mr W. T. Wood, at a complimentary banquet. Prior to that, however, a public meeting was held and addressed by Messrs Wood, Stevens and Laurenson, M.P.'s, and Mr O. Pleasant.: [27, 72, 140, 207]
- ad-line: CASES AND PACKAGES: [721, 55, 816, 66]
- list-item: Suratura A 1/6: [879, 830, 930, 841]
- article-paragraph: Rose's mill. Witness got the Government grader to examine it. Cross-examined: Weller did not join in the conversation between Reid and witness. Accused had a good character in Foxton. Reid was then brought back and continued his evidence. He had told Weller what to say to Rose. The stolen hemp was taken from the "Crown" bales and replaced from the Ionic hemp, which was near by. The tags were removed from the "Crown" hemp. There were two or so tons of Ionic hemp in the shed. Weller knew they were going to sell the five bales on shares. Cross-examined: Weller had only been a few days in the shed, and did not think he knew much about hemp. In the Lower Court he told them Weller had come back to help mix and bale the hemp. He did not tell accused he had had a bad month's gambling. He only played cards for drinks. He did not tell Weller he had won money from a flaxmiller and had been given the bales in payment. He admitted asking Weller to plead guilty, and he would get off with probation. He did not say he promised accused £1 a bale to sell the hemp. This ended the case for the Crown. For the defence Mr Moore called— John Weller, the accused, who stated he was a casual hand at the stores, and Reid was the foreman. On the Monday before Mr Phillips went away he was spoken to by Reid, who told witness he had had a bad run at cards, and that a miller owed him £20 or £21, and not having the money to pay was sending in a ton of hemp, and could witness sell it for him. Witness said he would try, and Reid said he would give witness £1 per bale commission if the hemp was sold. That was on the way to work on Monday morning. Reid said Rose was the best man to go to. Witness went to see Ross and offered him the bales. Ross told him to send it round to the rope works. Witness took it round, had it weighed and left it at the rope works. Collins was the carter employed. Witness saw Ross again at night, and Ross said he could not take it without a clean receipt. Witness told Ross the story concocted by Reid, and added that he (Ross) knew well that witness could not afford to buy the hemp. Reid then suggested that Rose be seen. Witness then saw Rose about the matter, and asked that the hemp be sent round for inspection but on it being delivered he refused to receive it. Left three bales at Rose's mill and took two to his own house. Left word at the mill where the other two bales were. The next he heard was when Constable Woods called. Witness referred the constable to Reid, but didn't hear the conversation that passed between them. He didn't know he was arrested till he got to the police station. Cross-examined: Reid did not tell witness he had cut the tags off, but that the miller from whom he had won the money had not put the tags on. Albert Hendrickson said he was working at the Shipping Company's store in June. He knew Weller, who was in the habit of going home for lunch every day. There was only one day on which he did not remember seeing accused go home at lunch, but on witness' return to the shed on that occasion he saw accused smoking on the river bank. Michael O'Reilly knew the sheds well. He said the noise of the working machinery would prevent any conversation going on outside being heard in the shed. Oliver Austin, flaxmiller, knew the accused well. He bore a good reputation. Witness was present at a conversation between Weller and Reid after their arrest. Reid said he had told the constable he was going to plead guilty, and witness advised accused to do the same if he were implicated. Accused replied, "No, I'm not guilty, and I don't intend to plead guilty." Then witness asked Reid if it were true the accused was getting a pound a bale commission. Reid replied in the affirmative. Cross-examined: Witness did not remember having any conversation with Weller or Reid previous to the one in question. Witness didn't remember where he first heard that Weller was to get £1 commission. This closed the case for the defence. The Judge's summing up was in accused's favour, and the jury, after a brief retirement, brought in an unanimous verdict of "Not Guilty.": [285, 34, 415, 1252]
- ad-borough: [975, 1356, 1097, 1504]
- ad-line: Formation of Futter Street: [991, 1419, 1081, 1430]
- ad-body: THIS is the time of the year that many people make changes in their homes. Perhaps to move, perhaps to spring clean. In either case, different floor coverings are invariably needed.: [854, 75, 1088, 107]
- ad-body: MISS JENKS, Clyde Street, is prepared to receive pupils for Pianoforte, Pipe Organ Tuition, and Theory. Terms, etc., on application. Quarter commences with first lesson.: [845, 1154, 964, 1217]
- ad-signature: BY ORDER. Sanson 8th September 1908.: [748, 1427, 834, 1448]
- list-item: TYRES, 6/6 to 12/6: [845, 920, 914, 931]
- ad-body: expresses purity, strength, tone. Suratura Tea, the pleasantest beverage in the world is positively a health drink. For all general purposes of the home use: [845, 762, 964, 814]
- ad-heading: ROWING CLUB BAZAAR.: [978, 1282, 1094, 1292]
- continued-note: For continuation of Reading Matter see page 4.: [427, 635, 551, 656]
- ad-body: DURING the first week in September, I intend to dispose of a large stock of: [426, 1556, 552, 1588]
- ad-line: DON'T FORGET THE 16th, 17th and 18th.: [569, 595, 686, 617]
- ad-subheading: BOOK AND STATIONERY REPOSITORY,: [445, 1519, 533, 1540]
- list-item: ART STALLS,: [601, 391, 654, 402]
- ad-subheading: SOCIAL AND DANCE.: [585, 52, 670, 63]
- ad-heading: HIDDEN TREASURE,: [572, 470, 683, 483]
- list-item: FANCY STALLS,: [595, 401, 660, 412]
- ad-heading: AUCTION SALE OF DRAPERY, MANCHESTER GOODS AND TWEEDS.: [709, 227, 828, 259]
- ad-line: PLAIN AND FANCY DRESS.: [574, 367, 681, 378]
- list-item: NEEDLEWORK,: [596, 574, 659, 585]
- ad-heading: RAFFLES,: [601, 302, 654, 315]
- ad-signature: F. G. CARSON, District Secretary.: [468, 792, 552, 814]
- ad-subheading: LINOLEUMS.: [939, 164, 1003, 176]
- ad-body: W. HOPPER notifies the general public that he is prepared to install Gas Fittings. Prices and further particulars on application.: [845, 1309, 964, 1351]
- ad-heading: P. H. RAE-HOWARD,: [715, 828, 822, 841]
- ad-rowing-bazaar: [563, 219, 692, 661]
- ad-signature: JOHN STEVENS.: [457, 1185, 521, 1196]
- ad-text: Mrs Hamer, of the Economic, and her staff of assistants, are at present busily engaged opening up the first shipment of Spring goods, and a special display of millinery will be made next Saturday evening.—ADVT.: [285, 1433, 415, 1506]
- ad-body: ALL Guild Work for the above Bazaar is requested to be handed in to Mrs Phillips by Saturday next (12th) without fail.: [975, 1294, 1097, 1336]
- list-item: Suratura X 2/4: [879, 851, 930, 862]
- ad-address: PALMERSTON NORTH.: [991, 1146, 1081, 1157]
- list-item: LAMPS (Gas), 6/6 to 12/6: [845, 962, 937, 973]
- ad-body: Including curtains, damasks, towels, sheeting, calicoes, serviettes, rugs, blankets, pillow cases, honey-comb and marcella quilts, and the finest English and Colonial worsteds. Also £200 worth of General Drapery. Absolutely no shoddy goods. A chance of a life time to secure bargains. At the conclusion of the above sale general lines of produce, furniture, etc., will be submitted.: [703, 352, 834, 467]
- ad-heading: TO THE ELECTORS OF MANAWATU.: [574, 840, 681, 862]
- ad-signature: The People's Hairdresser and Tobacconist, Foxton.: [975, 975, 1097, 995]
